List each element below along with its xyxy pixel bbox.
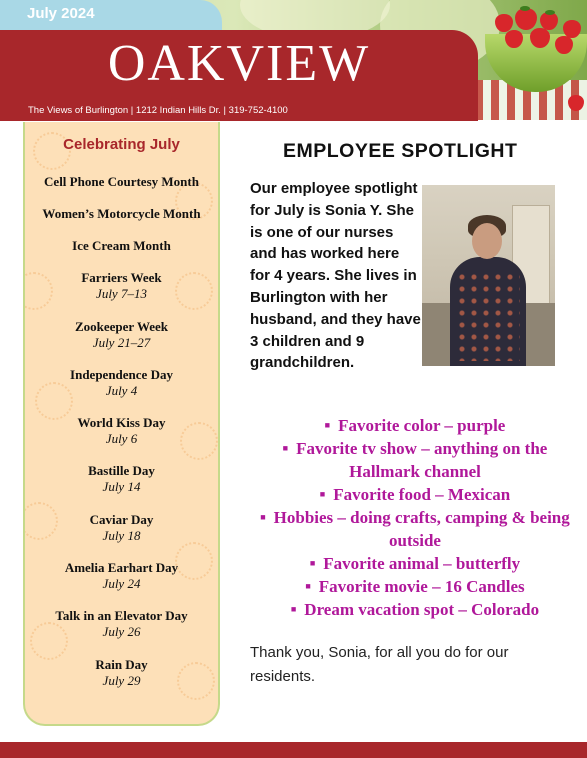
newsletter-title: OAKVIEW [107,35,371,92]
observance-date: July 21–27 [92,335,151,350]
square-bullet-icon: ■ [319,489,326,499]
favorite-text: Favorite animal – butterfly [323,554,521,573]
footer-bar [0,742,587,758]
square-bullet-icon: ■ [290,604,297,614]
square-bullet-icon: ■ [282,443,289,453]
favorite-text: Favorite color – purple [338,416,506,435]
square-bullet-icon: ■ [305,581,311,591]
list-item [250,414,580,437]
observance-name: Farriers Week [81,270,162,285]
favorites-list [250,414,580,621]
celebrating-sidebar [23,122,220,726]
employee-photo [422,185,555,366]
observance-name: Bastille Day [88,463,155,478]
observance-name: Amelia Earhart Day [64,560,179,575]
observance-date: July 6 [105,431,138,446]
observance-name: Caviar Day [89,512,154,527]
list-item [25,560,218,592]
address-line: The Views of Burlington | 1212 Indian Hills Dr. | 319-752-4100 [28,105,288,116]
square-bullet-icon: ■ [324,420,331,430]
leaf-icon [520,6,530,11]
observance-date: July 29 [102,673,141,688]
favorite-text: Hobbies – doing crafts, camping & being outside [273,508,570,550]
favorite-text: Favorite food – Mexican [333,485,511,504]
sidebar-heading: Celebrating July [63,136,180,153]
observance-name: Zookeeper Week [74,319,169,334]
list-item [25,415,218,447]
observance-name: Cell Phone Courtesy Month [44,174,199,189]
issue-date-tab: July 2024 [0,0,222,30]
favorite-text: Favorite movie – 16 Candles [318,577,525,596]
leaf-icon [545,10,555,15]
observance-name: World Kiss Day [77,415,166,430]
list-item [25,463,218,495]
list-item [250,506,580,552]
observance-name: Women’s Motorcycle Month [42,206,201,221]
observance-date: July 7–13 [96,286,147,301]
square-bullet-icon: ■ [309,558,316,568]
spotlight-heading: EMPLOYEE SPOTLIGHT [283,140,518,162]
list-item [250,483,580,506]
list-item [250,575,580,598]
list-item [250,437,580,483]
favorite-text: Favorite tv show – anything on the Hallmark channel [296,439,548,481]
square-bullet-icon: ■ [260,512,266,522]
observance-date: July 24 [102,576,141,591]
observance-date: July 4 [105,383,138,398]
list-item [25,238,218,254]
observance-name: Ice Cream Month [72,238,171,253]
observance-name: Talk in an Elevator Day [55,608,188,623]
list-item [25,657,218,689]
observance-name: Independence Day [70,367,173,382]
list-item [25,270,218,302]
observance-name: Rain Day [95,657,148,672]
thank-you-note: Thank you, Sonia, for all you do for our residents. [250,644,509,685]
list-item [25,206,218,222]
list-item [250,598,580,621]
observance-date: July 26 [102,624,141,639]
observance-date: July 18 [102,528,141,543]
list-item [25,608,218,640]
list-item [25,319,218,351]
observance-date: July 14 [102,479,141,494]
list-item [250,552,580,575]
list-item [25,174,218,190]
list-item [25,512,218,544]
favorite-text: Dream vacation spot – Colorado [304,600,540,619]
list-item [25,367,218,399]
spotlight-intro: Our employee spotlight for July is Sonia Y. She is one of our nurses and has worked here for 4 years. She lives in Burlington with her husband, and they have 3 children and 9 grandchildren. [250,180,421,372]
